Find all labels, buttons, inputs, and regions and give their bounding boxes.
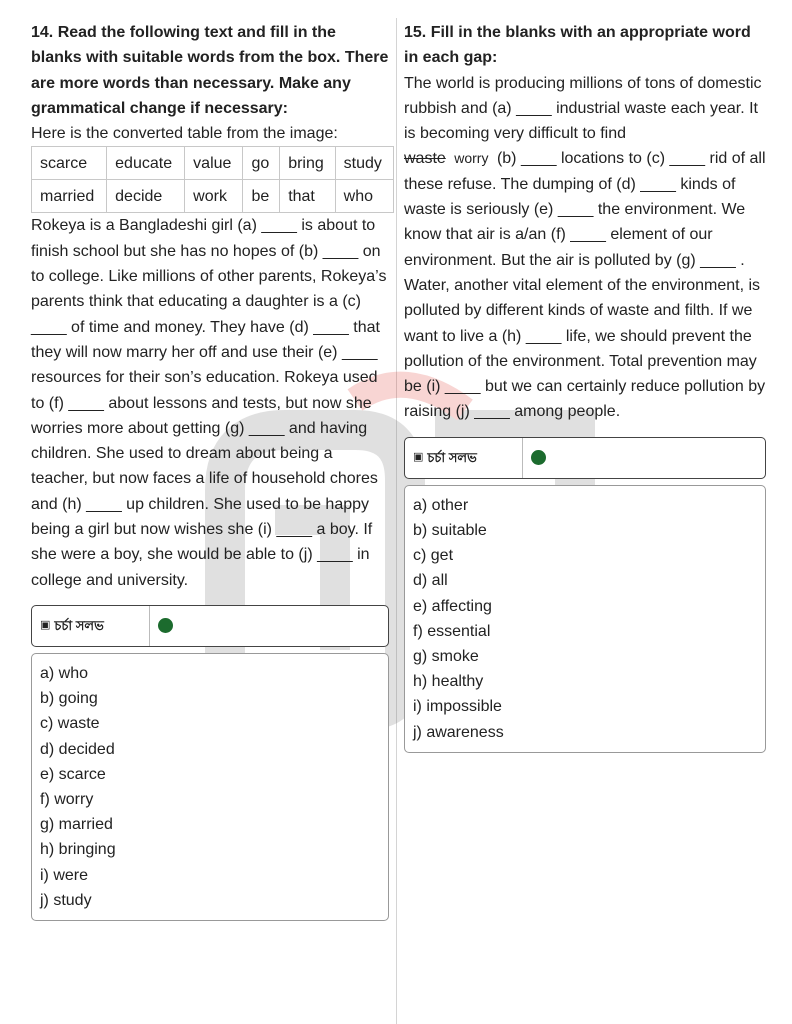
status-dot-icon [531,450,546,465]
answer-item: f) essential [413,622,491,640]
overlap-word: worry [454,150,489,167]
q14-instruction-text: Read the following text and fill in the blanks with suitable words from the box. There are more words than necessary. Make any grammatical change if necessary: [31,24,389,117]
solution-label: চর্চা সলভ [427,450,477,466]
answer-item: e) scarce [40,765,106,783]
q14-passage: Rokeya is a Bangladeshi girl (a) ____ is about to finish school but she has no hopes of (b) ____ on to college. Like millions of other parents, Rokeya’s parents think that educating a daughter is a (c) ____ of time and money. They have (d) ____ that they will now marry her off and use their (e) ____ resources for their son’s education. Rokeya used to (f) ____ about lessons and tests, but now she worries more about getting (g) ____ and having children. She used to dream about being a teacher, but now faces a life of household chores and (h) ____ up children. She used to be happy being a girl but now wishes she (i) ____ a boy. If she were a boy, she would be able to (j) ____ in college and university. [31,217,387,589]
word-cell: who [335,180,393,213]
q14-number: 14. [31,24,54,41]
brand-icon: ▣ [413,451,424,464]
q14-instruction [31,20,389,121]
word-cell: decide [107,180,185,213]
word-box-row [32,180,394,213]
word-cell: that [280,180,335,213]
solution-tag [32,606,150,646]
answer-item: a) who [40,664,89,682]
q15-passage-part2 [404,146,766,424]
word-cell: be [243,180,280,213]
table-caption: Here is the converted table from the image: [31,125,338,143]
q15-number: 15. [404,24,427,41]
answer-item: b) going [40,690,98,708]
word-cell: married [32,180,107,213]
column-divider [396,18,397,1024]
q15-answers-box [404,485,766,753]
answer-item: i) were [40,866,89,884]
answer-item: b) suitable [413,521,487,539]
question-14 [31,20,389,921]
answer-item: d) decided [40,740,115,758]
q14-answers-box [31,653,389,921]
word-cell: work [185,180,243,213]
q15-passage-text: (b) ____ locations to (c) ____ rid of all these refuse. The dumping of (d) ____ kinds of waste is seriously (e) ____ the environment. We know that air is a/an (f) ____ element of our environment. But the air is polluted by (g) ____ . Water, another vital element of the environment, is polluted by different kinds of waste and filth. If we want to live a (h) ____ life, we should prevent the pollution of the environment. Total prevention may be (i) ____ but we can certainly reduce pollution by raising (j) ____ among people. [404,150,766,421]
answer-item: d) all [413,572,448,590]
word-cell: go [243,147,280,180]
answer-item: c) waste [40,715,100,733]
answer-item: j) awareness [413,723,504,741]
answer-item: g) smoke [413,647,479,665]
word-cell: scarce [32,147,107,180]
answer-item: j) study [40,891,92,909]
brand-icon: ▣ [40,619,51,632]
answer-item: h) bringing [40,841,116,859]
answer-item: i) impossible [413,698,502,716]
question-15 [404,20,766,753]
solution-tag [405,438,523,478]
answer-item: a) other [413,496,469,514]
word-cell: educate [107,147,185,180]
q15-instruction-text: Fill in the blanks with an appropriate word in each gap: [404,24,751,67]
solution-label: চর্চা সলভ [54,618,104,634]
overlap-word: waste [404,150,446,168]
q15-instruction [404,20,766,71]
word-box-row [32,147,394,180]
word-cell: bring [280,147,335,180]
q14-solution-header [31,605,389,647]
status-dot-icon [158,618,173,633]
answer-item: h) healthy [413,673,484,691]
word-box-table [31,146,394,213]
answer-item: c) get [413,547,454,565]
answer-item: f) worry [40,790,94,808]
answer-item: g) married [40,816,113,834]
answer-item: e) affecting [413,597,492,615]
q15-passage-part1: The world is producing millions of tons of domestic rubbish and (a) ____ industrial waste each year. It is becoming very difficult to find [404,74,762,143]
word-cell: value [185,147,243,180]
q15-solution-header [404,437,766,479]
word-cell: study [335,147,393,180]
